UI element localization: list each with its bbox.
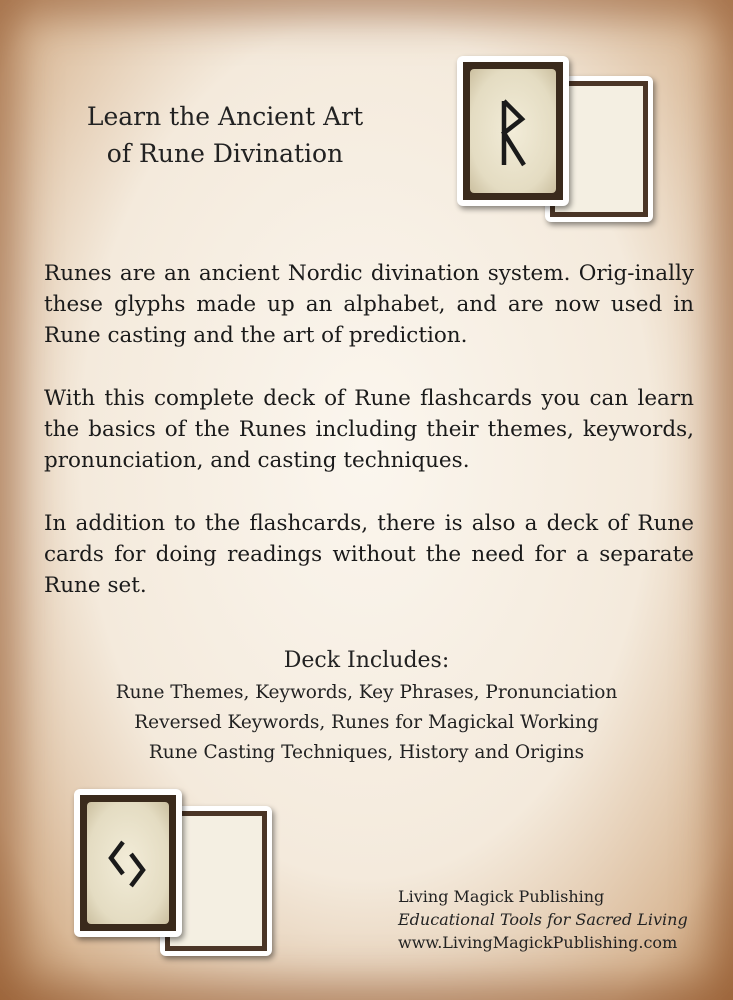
card-front-image xyxy=(457,56,569,206)
publisher-url[interactable]: www.LivingMagickPublishing.com xyxy=(398,933,678,952)
publisher-tagline: Educational Tools for Sacred Living xyxy=(398,910,688,929)
raido-rune-icon xyxy=(470,69,554,191)
flashcards-paragraph: With this complete deck of Rune flashcards you can learn the basics of the Runes including their themes, keywords, pronunciation, and casting techniques. xyxy=(44,386,694,473)
reading-cards-paragraph: In addition to the flashcards, there is also a deck of Rune cards for doing readings without the need for a separate Rune set. xyxy=(44,511,694,598)
publisher-info xyxy=(398,885,728,954)
deck-includes-list xyxy=(0,678,733,768)
deck-item: Rune Casting Techniques, History and Origins xyxy=(148,742,585,763)
page-title xyxy=(40,98,410,172)
jera-rune-icon xyxy=(87,802,167,922)
title-line-2: of Rune Divination xyxy=(106,139,344,168)
card-front-image xyxy=(74,789,182,937)
deck-item: Rune Themes, Keywords, Key Phrases, Pronunciation xyxy=(115,682,618,703)
publisher-name: Living Magick Publishing xyxy=(398,887,605,906)
intro-paragraph: Runes are an ancient Nordic divination system. Orig-inally these glyphs made up an alphabet, and are now used in Rune casting and the art of prediction. xyxy=(44,261,694,348)
deck-item: Reversed Keywords, Runes for Magickal Working xyxy=(134,712,599,733)
title-line-1: Learn the Ancient Art xyxy=(86,102,364,131)
deck-includes-heading: Deck Includes: xyxy=(283,648,450,673)
